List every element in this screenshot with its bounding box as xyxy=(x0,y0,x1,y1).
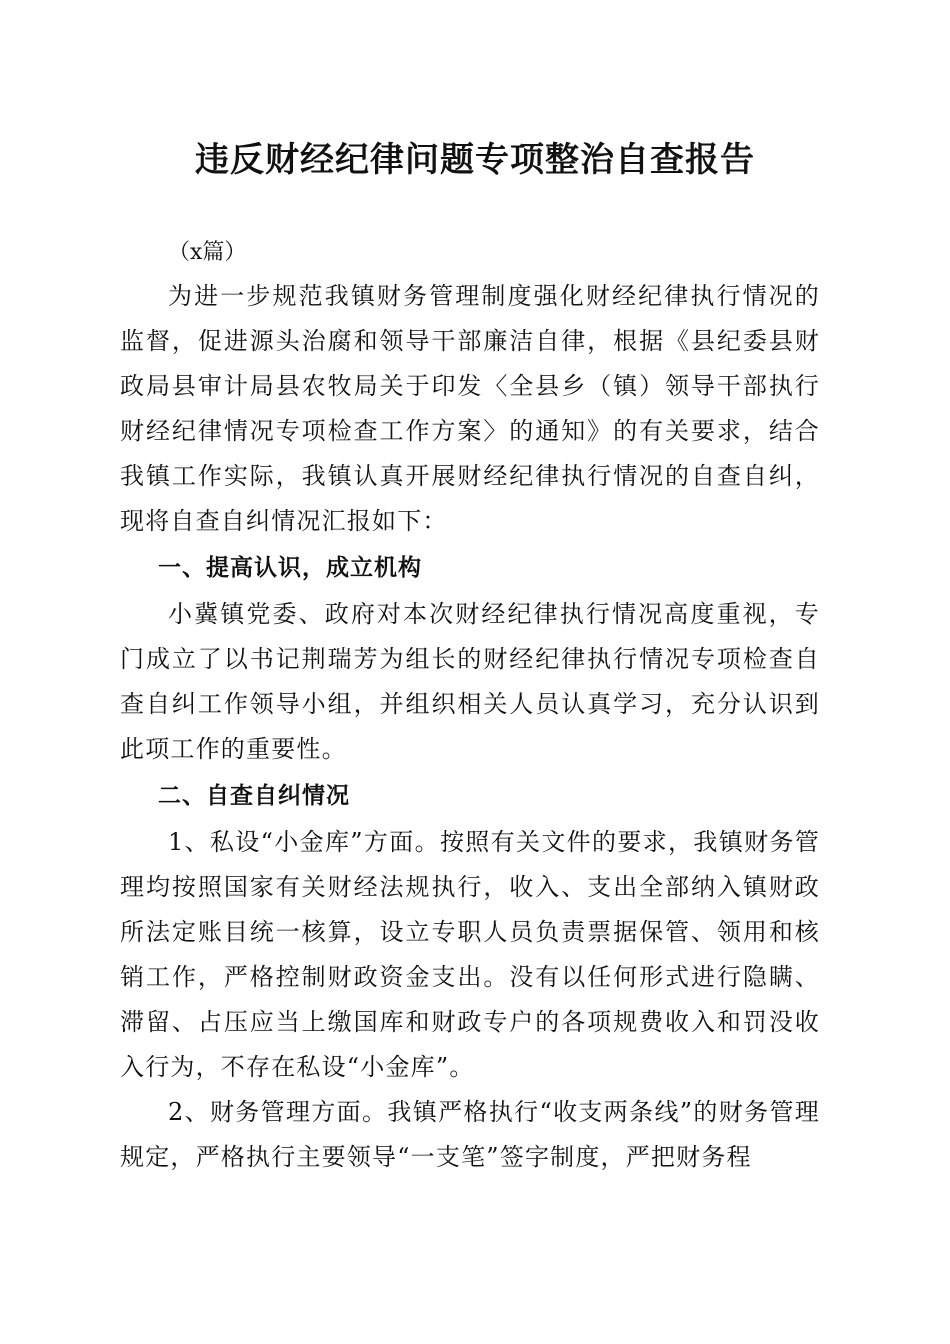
section-2-item-1: 1、私设“小金库”方面。按照有关文件的要求，我镇财务管理均按照国家有关财经法规执行，收入、支出全部纳入镇财政所法定账目统一核算，设立专职人员负责票据保管、领用和核销工作，严格控制财政资金支出。没有以任何形式进行隐瞒、滞留、占压应当上缴国库和财政专户的各项规费收入和罚没收入行为，不存在私设“小金库”。 xyxy=(120,828,820,1081)
section-2-heading: 二、自查自纠情况 xyxy=(158,783,350,809)
document-subtitle: （x篇） xyxy=(168,240,247,265)
section-2-item-2: 2、财务管理方面。我镇严格执行“收支两条线”的财务管理规定，严格执行主要领导“一支笔”签字制度，严把财务程 xyxy=(120,1098,820,1171)
section-1-paragraph: 小冀镇党委、政府对本次财经纪律执行情况高度重视，专门成立了以书记荆瑞芳为组长的财经纪律执行情况专项检查自查自纠工作领导小组，并组织相关人员认真学习，充分认识到此项工作的重要性。 xyxy=(120,600,820,763)
intro-paragraph: 为进一步规范我镇财务管理制度强化财经纪律执行情况的监督，促进源头治腐和领导干部廉洁自律，根据《县纪委县财政局县审计局县农牧局关于印发〈全县乡（镇）领导干部执行财经纪律情况专项检查工作方案〉的通知》的有关要求，结合我镇工作实际，我镇认真开展财经纪律执行情况的自查自纠，现将自查自纠情况汇报如下： xyxy=(120,282,820,535)
document-title: 违反财经纪律问题专项整治自查报告 xyxy=(195,140,755,180)
document-body xyxy=(120,232,820,1180)
section-1-heading: 一、提高认识，成立机构 xyxy=(158,555,422,581)
